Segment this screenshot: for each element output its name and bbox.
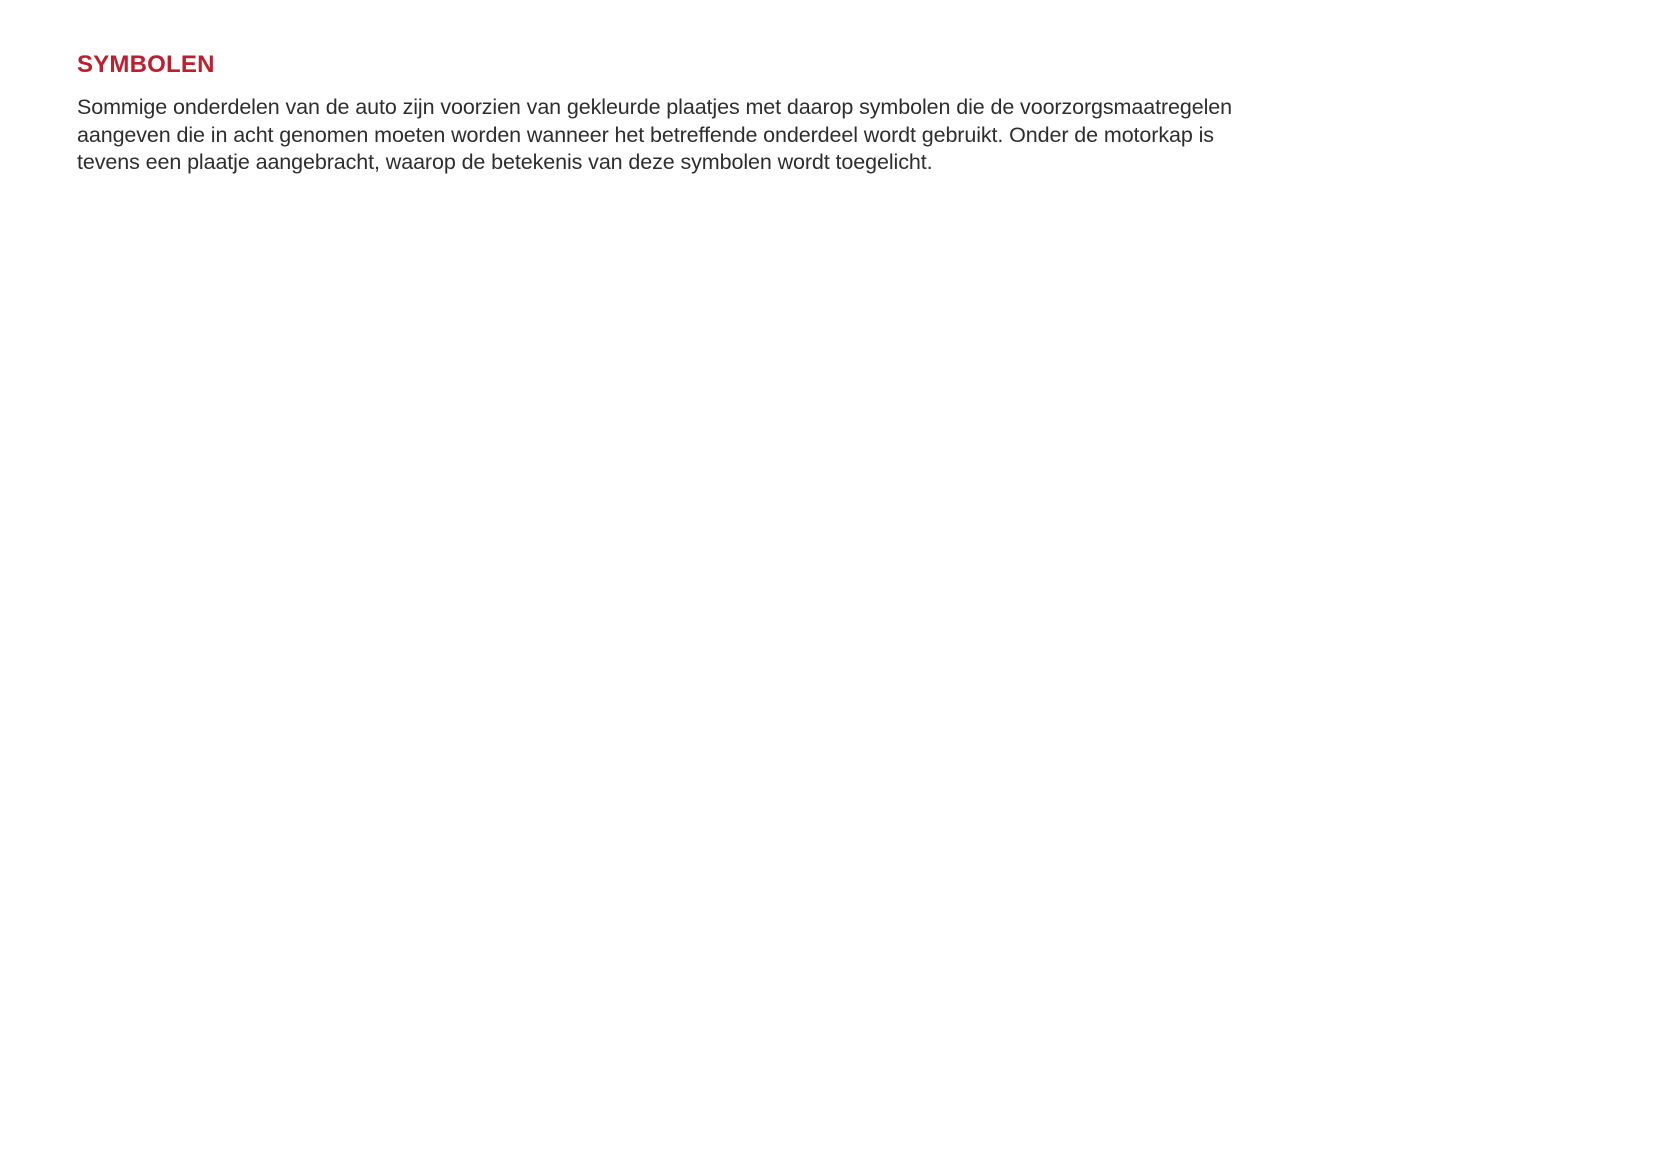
section-paragraph bbox=[77, 94, 1337, 177]
paragraph-line: Sommige onderdelen van de auto zijn voorzien van gekleurde plaatjes met daarop symbolen die de voorzorgsmaatregelen bbox=[77, 95, 1232, 120]
paragraph-line: aangeven die in acht genomen moeten worden wanneer het betreffende onderdeel wordt gebruikt. Onder de motorkap is bbox=[77, 122, 1214, 147]
paragraph-line: tevens een plaatje aangebracht, waarop de betekenis van deze symbolen wordt toegelicht. bbox=[77, 150, 933, 175]
page-content bbox=[77, 52, 1337, 177]
section-heading: SYMBOLEN bbox=[77, 51, 215, 78]
